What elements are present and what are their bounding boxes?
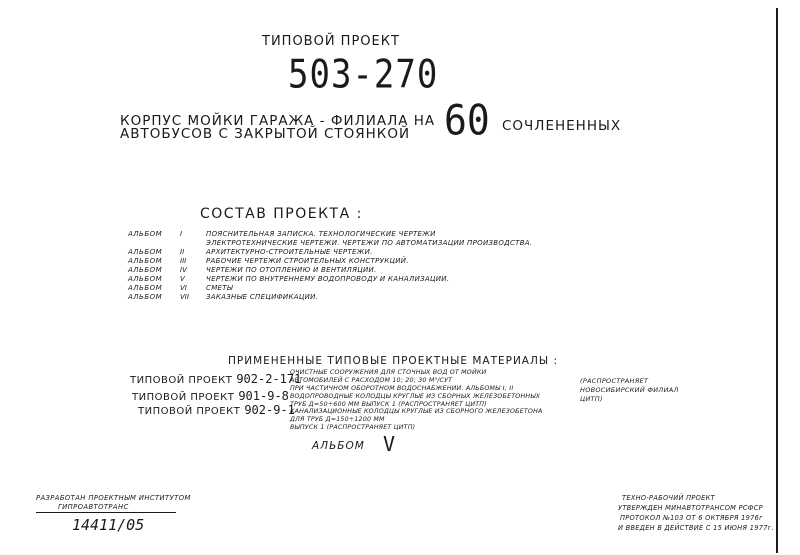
typical-project-label: ТИПОВОЙ ПРОЕКТ — [262, 34, 400, 49]
archive-number: 14411/05 — [72, 516, 145, 534]
album-name: АЛЬБОМ — [128, 257, 163, 265]
album-row — [128, 230, 608, 239]
applied-project-row — [130, 372, 301, 386]
approval-line: ТЕХНО-РАБОЧИЙ ПРОЕКТ — [622, 494, 715, 502]
applied-project-desc: ОЧИСТНЫЕ СООРУЖЕНИЯ ДЛЯ СТОЧНЫХ ВОД ОТ МОЙКИ — [290, 369, 487, 376]
applied-project-label: ТИПОВОЙ ПРОЕКТ — [130, 375, 233, 386]
album-row — [128, 239, 608, 248]
applied-project-desc: ВЫПУСК 1 (РАСПРОСТРАНЯЕТ ЦИТП) — [290, 424, 416, 431]
album-name: АЛЬБОМ — [128, 266, 163, 274]
composition-heading: СОСТАВ ПРОЕКТА : — [200, 206, 363, 222]
applied-project-row — [138, 403, 295, 417]
album-number: IV — [180, 266, 187, 274]
developer-line-1: РАЗРАБОТАН ПРОЕКТНЫМ ИНСТИТУТОМ — [36, 494, 191, 502]
applied-project-number: 901-9-8 — [238, 389, 289, 403]
album-description: СМЕТЫ — [206, 284, 233, 292]
album-description: ЭЛЕКТРОТЕХНИЧЕСКИЕ ЧЕРТЕЖИ. ЧЕРТЕЖИ ПО АВТОМАТИЗАЦИИ ПРОИЗВОДСТВА. — [206, 239, 533, 247]
applied-project-desc: ТРУБ Д=50÷600 ММ ВЫПУСК 1 (РАСПРОСТРАНЯЕТ ЦИТП) — [290, 401, 487, 408]
album-description: ПОЯСНИТЕЛЬНАЯ ЗАПИСКА. ТЕХНОЛОГИЧЕСКИЕ ЧЕРТЕЖИ — [206, 230, 436, 238]
album-description: АРХИТЕКТУРНО-СТРОИТЕЛЬНЫЕ ЧЕРТЕЖИ. — [206, 248, 373, 256]
album-number: VII — [180, 293, 189, 301]
title-line-1-end: СОЧЛЕНЕННЫХ — [502, 118, 622, 134]
album-name: АЛЬБОМ — [128, 284, 163, 292]
approval-line: УТВЕРЖДЕН МИНАВТОТРАНСОМ РСФСР — [618, 504, 763, 512]
applied-project-row — [132, 389, 289, 403]
album-row — [128, 257, 608, 266]
album-name: АЛЬБОМ — [128, 275, 163, 283]
title-line-2: АВТОБУСОВ С ЗАКРЫТОЙ СТОЯНКОЙ — [120, 126, 411, 142]
album-name: АЛЬБОМ — [128, 248, 163, 256]
album-name: АЛЬБОМ — [128, 230, 163, 238]
title-line-1: КОРПУС МОЙКИ ГАРАЖА - ФИЛИАЛА НА — [120, 113, 436, 129]
applied-project-desc: ПРИ ЧАСТИЧНОМ ОБОРОТНОМ ВОДОСНАБЖЕНИИ. АЛЬБОМЫ I; II — [290, 385, 514, 392]
album-row — [128, 293, 608, 302]
applied-project-desc: ДЛЯ ТРУБ Д=150÷1200 ММ — [290, 416, 385, 423]
album-description: ЧЕРТЕЖИ ПО ОТОПЛЕНИЮ И ВЕНТИЛЯЦИИ. — [206, 266, 377, 274]
album-number: VI — [180, 284, 187, 292]
album-row — [128, 275, 608, 284]
applied-project-label: ТИПОВОЙ ПРОЕКТ — [138, 406, 241, 417]
album-row — [128, 248, 608, 257]
project-number: 503-270 — [288, 52, 439, 98]
applied-project-number: 902-9-1 — [244, 403, 295, 417]
album-name: АЛЬБОМ — [128, 293, 163, 301]
title-bus-count: 60 — [444, 96, 490, 145]
developer-line-2: ГИПРОАВТОТРАНС — [58, 503, 129, 511]
applied-project-desc: АВТОМОБИЛЕЙ С РАСХОДОМ 10; 20; 30 М³/СУТ — [290, 377, 453, 384]
sheet-frame-border — [776, 8, 778, 553]
album-description: ЧЕРТЕЖИ ПО ВНУТРЕННЕМУ ВОДОПРОВОДУ И КАНАЛИЗАЦИИ. — [206, 275, 450, 283]
album-description: РАБОЧИЕ ЧЕРТЕЖИ СТРОИТЕЛЬНЫХ КОНСТРУКЦИЙ. — [206, 257, 409, 265]
album-number: II — [180, 248, 185, 256]
applied-materials-heading: ПРИМЕНЕННЫЕ ТИПОВЫЕ ПРОЕКТНЫЕ МАТЕРИАЛЫ : — [228, 355, 559, 367]
album-description: ЗАКАЗНЫЕ СПЕЦИФИКАЦИИ. — [206, 293, 319, 301]
developer-underline — [36, 512, 176, 513]
album-volume-number: V — [383, 432, 396, 456]
album-number: V — [180, 275, 185, 283]
applied-project-desc: ВОДОПРОВОДНЫЕ КОЛОДЦЫ КРУГЛЫЕ ИЗ СБОРНЫХ ЖЕЛЕЗОБЕТОННЫХ — [290, 393, 541, 400]
approval-line: ПРОТОКОЛ №103 ОТ 6 ОКТЯБРЯ 1976г — [620, 514, 763, 522]
applied-project-label: ТИПОВОЙ ПРОЕКТ — [132, 392, 235, 403]
approval-line: И ВВЕДЕН В ДЕЙСТВИЕ С 15 ИЮНЯ 1977г. — [618, 524, 774, 532]
album-label: АЛЬБОМ — [312, 440, 365, 452]
album-number: III — [180, 257, 187, 265]
album-number: I — [180, 230, 183, 238]
album-row — [128, 266, 608, 275]
distribution-note: (РАСПРОСТРАНЯЕТ НОВОСИБИРСКИЙ ФИЛИАЛ ЦИТП) — [580, 377, 679, 403]
applied-project-desc: КАНАЛИЗАЦИОННЫЕ КОЛОДЦЫ КРУГЛЫЕ ИЗ СБОРНОГО ЖЕЛЕЗОБЕТОНА — [290, 408, 543, 415]
applied-project-number: 902-2-171 — [236, 372, 302, 386]
album-list — [128, 230, 608, 302]
album-row — [128, 284, 608, 293]
